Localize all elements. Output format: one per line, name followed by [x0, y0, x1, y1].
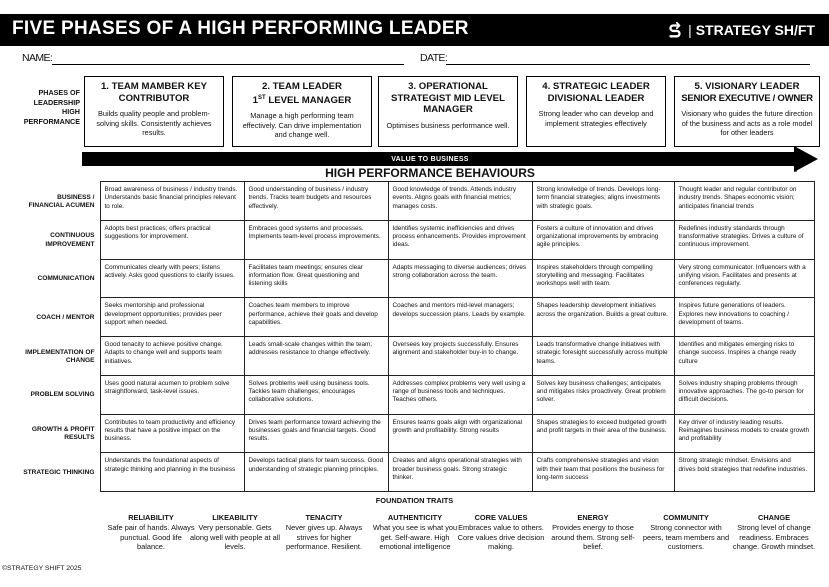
phase-desc: Strong leader who can develop and implement strategies effectively — [538, 109, 654, 128]
table-cell: Inspires stakeholders through compelling storytelling and messaging. Facilitates workshops well with team. — [532, 259, 674, 298]
table-cell: Adapts messaging to diverse audiences; drives strong collaboration across the team. — [388, 259, 532, 298]
form-row — [0, 52, 829, 68]
s-logo-icon — [666, 21, 684, 39]
phase-title: 4. STRATEGIC LEADER DIVISIONAL LEADER — [542, 81, 650, 104]
table-cell: Identifies systemic inefficiencies and drives process enhancements. Provides improvement ideas. — [388, 220, 532, 259]
phase-title: 1. TEAM MAMBER KEY CONTRIBUTOR — [100, 81, 208, 104]
row-label: COMMUNICATION — [18, 259, 100, 298]
table-cell: Good tenacity to achieve positive change. Adapts to change well and supports team initiatives. — [100, 337, 244, 376]
table-cell: Uses good natural acumen to problem solve straightforward, task-level issues. — [100, 375, 244, 414]
table-cell: Coaches and mentors mid-level managers; develops succession plans. Leads by example. — [388, 298, 532, 337]
table-cell: Crafts comprehensive strategies and vision with their team that positions the business for long-term success — [532, 453, 674, 492]
table-cell: Broad awareness of business / industry trends. Understands basic financial principles relevant to role. — [100, 182, 244, 221]
copyright: ©STRATEGY SHIFT 2025 — [2, 565, 82, 572]
table-cell: Inspires future generations of leaders. Explores new innovations to coaching / development of teams. — [674, 298, 814, 337]
trait-tenacity — [279, 513, 369, 552]
table-row — [18, 337, 814, 376]
row-label: GROWTH & PROFIT RESULTS — [18, 414, 100, 453]
trait-desc: Strong connector with peers, team members and customers. — [642, 523, 730, 552]
brand — [666, 21, 815, 39]
table-cell: Fosters a culture of innovation and drives organizational improvements by embracing agile principles. — [532, 220, 674, 259]
table-row — [18, 220, 814, 259]
table-cell: Adopts best practices; offers practical suggestions for improvement. — [100, 220, 244, 259]
row-label: PROBLEM SOLVING — [18, 375, 100, 414]
table-row — [18, 453, 814, 492]
phase-desc: Manage a high performing team effectively. Can drive implementation and change well. — [242, 111, 362, 140]
name-label: NAME: — [22, 52, 53, 64]
trait-reliability — [106, 513, 196, 552]
table-cell: Key driver of industry leading results. Reimagines business models to create growth and profitability — [674, 414, 814, 453]
table-cell: Contributes to team productivity and efficiency results that have a positive impact on the business. — [100, 414, 244, 453]
table-cell: Seeks mentorship and professional development opportunities; provides peer support when needed. — [100, 298, 244, 337]
phase-card-1 — [84, 76, 224, 147]
trait-likeability — [190, 513, 280, 552]
table-cell: Leads small-scale changes within the team; addresses resistance to change effectively. — [244, 337, 388, 376]
table-cell: Solves industry shaping problems through innovative approaches. The go-to person for difficult decisions. — [674, 375, 814, 414]
table-cell: Creates and aligns operational strategies with broader business goals. Strong strategic thinker. — [388, 453, 532, 492]
table-cell: Thought leader and regular contributor on industry trends. Shapes economic vision; anticipates financial trends — [674, 182, 814, 221]
trait-desc: Embraces value to others. Core values drive decision making. — [457, 523, 545, 552]
table-cell: Good knowledge of trends. Attends industry events. Aligns goals with financial metrics; manages costs. — [388, 182, 532, 221]
table-cell: Facilitates team meetings; ensures clear information flow. Great questioning and listening skills — [244, 259, 388, 298]
trait-desc: Never gives up. Always strives for higher performance. Resilient. — [285, 523, 363, 552]
header-bar — [0, 14, 829, 46]
page-title: FIVE PHASES OF A HIGH PERFORMING LEADER — [12, 18, 469, 39]
trait-name: ENERGY — [577, 513, 609, 522]
table-cell: Shapes strategies to exceed budgeted growth and profit targets in their area of the business. — [532, 414, 674, 453]
trait-name: LIKEABILITY — [212, 513, 258, 522]
behaviours-table — [18, 181, 815, 492]
table-cell: Coaches team members to improve performance, achieve their goals and develop capabilities. — [244, 298, 388, 337]
trait-name: CORE VALUES — [474, 513, 528, 522]
table-cell: Understands the foundational aspects of strategic thinking and planning in the business — [100, 453, 244, 492]
date-label: DATE: — [420, 52, 448, 64]
row-label: CONTINUOUS IMPROVEMENT — [18, 220, 100, 259]
table-row — [18, 375, 814, 414]
trait-name: TENACITY — [305, 513, 343, 522]
trait-name: COMMUNITY — [663, 513, 709, 522]
row-label: STRATEGIC THINKING — [18, 453, 100, 492]
trait-community — [640, 513, 732, 552]
trait-change — [730, 513, 818, 552]
table-row — [18, 298, 814, 337]
phase-desc: Builds quality people and problem-solving skills. Consistently achieves results. — [96, 109, 212, 138]
table-cell: Redefines industry standards through transformative strategies. Drives a culture of continuous improvement. — [674, 220, 814, 259]
phase-card-4 — [526, 76, 666, 147]
value-to-business-label: VALUE TO BUSINESS — [391, 156, 469, 163]
table-cell: Identifies and mitigates emerging risks to change success. Inspires a change ready culture — [674, 337, 814, 376]
phase-card-2 — [232, 76, 372, 147]
phase-card-3 — [378, 76, 518, 147]
phase-desc: Visionary who guides the future direction of the business and acts as a role model for other leaders — [681, 109, 813, 138]
table-cell: Oversees key projects successfully. Ensures alignment and stakeholder buy-in to change. — [388, 337, 532, 376]
table-cell: Strong knowledge of trends. Develops long-term financial strategies; aligns investments with strategic goals. — [532, 182, 674, 221]
table-row — [18, 259, 814, 298]
table-cell: Leads transformative change initiatives with strategic foresight successfully across multiple teams. — [532, 337, 674, 376]
table-cell: Solves problems well using business tools. Tackles team challenges; encourages collaborative solutions. — [244, 375, 388, 414]
table-cell: Develops tactical plans for team success. Good understanding of strategic planning principles. — [244, 453, 388, 492]
trait-desc: Strong level of change readiness. Embraces change. Growth mindset. — [732, 523, 816, 552]
date-field[interactable] — [446, 64, 810, 65]
table-cell: Communicates clearly with peers; listens actively. Asks good questions to clarify issues. — [100, 259, 244, 298]
table-cell: Very strong communicator. Influencers with a unifying vision. Facilitates and presents at conferences regularly. — [674, 259, 814, 298]
table-cell: Good understanding of business / industry trends. Tracks team budgets and resources effectively. — [244, 182, 388, 221]
table-cell: Drives team performance toward achieving the businesses goals and financial targets. Good results. — [244, 414, 388, 453]
phase-title: 5. VISIONARY LEADER SENIOR EXECUTIVE / OWNER — [681, 81, 813, 104]
foundation-traits-heading: FOUNDATION TRAITS — [375, 496, 454, 505]
trait-name: AUTHENTICITY — [387, 513, 443, 522]
phase-title: 3. OPERATIONAL STRATEGIST MID LEVEL MANAGER — [391, 81, 505, 115]
trait-core-values — [456, 513, 546, 552]
trait-desc: What you see is what you get. Self-aware. High emotional intelligence — [372, 523, 458, 552]
trait-authenticity — [370, 513, 460, 552]
behaviours-title: HIGH PERFORMANCE BEHAVIOURS — [325, 166, 535, 180]
trait-name: RELIABILITY — [128, 513, 174, 522]
trait-desc: Safe pair of hands. Always punctual. Good life balance. — [107, 523, 195, 552]
row-label: IMPLEMENTATION OF CHANGE — [18, 337, 100, 376]
row-label: BUSINESS / FINANCIAL ACUMEN — [18, 182, 100, 221]
name-field[interactable] — [52, 64, 404, 65]
brand-name: STRATEGY SH/FT — [695, 22, 815, 38]
trait-desc: Very personable. Gets along well with people at all levels. — [190, 523, 280, 552]
trait-name: CHANGE — [757, 513, 791, 522]
brand-separator: | — [688, 22, 692, 38]
phases-label: PHASES OF LEADERSHIP HIGH PERFORMANCE — [23, 88, 80, 126]
table-row — [18, 414, 814, 453]
table-cell: Ensures teams goals align with organizational growth and profitability. Strong results — [388, 414, 532, 453]
table-cell: Addresses complex problems very well using a range of business tools and techniques. Teaches others. — [388, 375, 532, 414]
trait-desc: Provides energy to those around them. Strong self-belief. — [551, 523, 635, 552]
table-row — [18, 182, 814, 221]
trait-energy — [548, 513, 638, 552]
table-cell: Solves key business challenges; anticipates and mitigates risks proactively. Great problem solver. — [532, 375, 674, 414]
table-cell: Embraces good systems and processes. Implements team-level process improvements. — [244, 220, 388, 259]
phase-desc: Optimises business performance well. — [386, 120, 510, 130]
phase-title: 2. TEAM LEADER 1ST LEVEL MANAGER — [252, 81, 352, 106]
table-cell: Shapes leadership development initiatives across the organization. Builds a great culture. — [532, 298, 674, 337]
row-label: COACH / MENTOR — [18, 298, 100, 337]
phase-card-5 — [674, 76, 820, 147]
table-cell: Strong strategic mindset. Envisions and drives bold strategies that redefine industries. — [674, 453, 814, 492]
